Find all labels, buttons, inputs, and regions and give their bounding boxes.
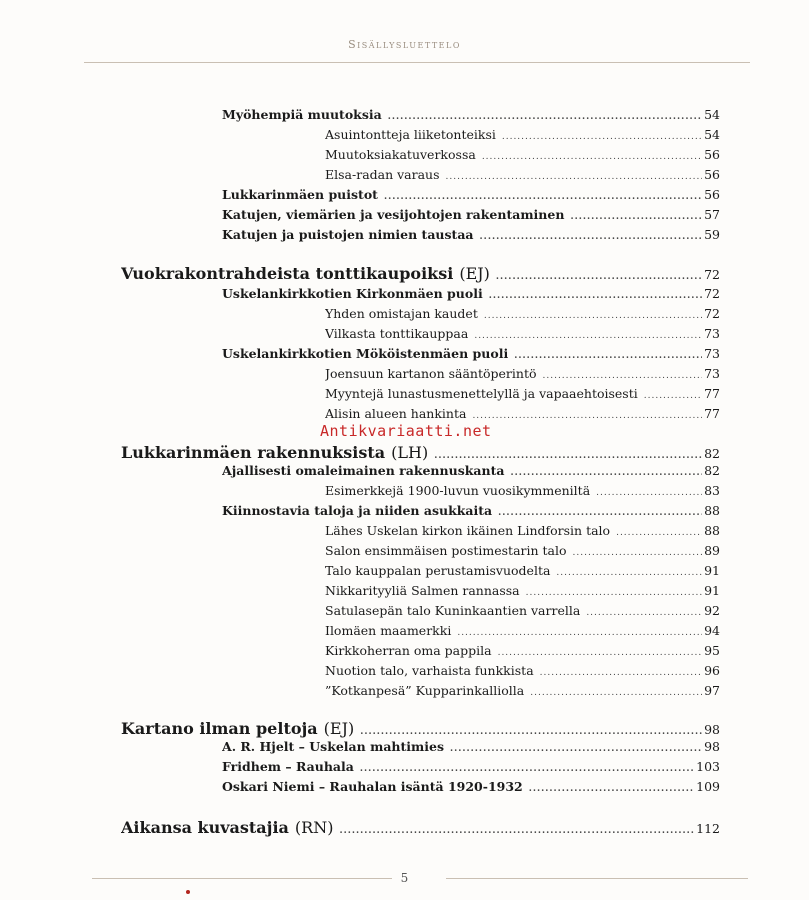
toc-leader-dots	[384, 187, 702, 202]
toc-entry-page: 82	[704, 446, 720, 461]
toc-entry-page: 82	[704, 463, 720, 478]
toc-entry	[222, 759, 720, 774]
toc-entry	[325, 306, 720, 321]
toc-entry	[325, 603, 720, 618]
toc-entry-title: Vuokrakontrahdeista tonttikaupoiksi	[121, 264, 454, 283]
toc-entry	[222, 503, 720, 518]
toc-entry-page: 88	[704, 503, 720, 518]
toc-entry-title: Ilomäen maamerkki	[325, 623, 452, 638]
toc-leader-dots	[573, 543, 703, 558]
toc-leader-dots	[484, 306, 702, 321]
toc-entry-page: 57	[704, 207, 720, 222]
toc-entry-page: 59	[704, 227, 720, 242]
toc-entry-title: Fridhem – Rauhala	[222, 759, 354, 774]
toc-entry	[325, 563, 720, 578]
toc-entry-page: 73	[704, 366, 720, 381]
toc-entry	[325, 683, 720, 698]
toc-entry	[222, 207, 720, 222]
toc-leader-dots	[498, 643, 703, 658]
toc-leader-dots	[526, 583, 702, 598]
toc-entry-title: Lähes Uskelan kirkon ikäinen Lindforsin talo	[325, 523, 611, 538]
toc-entry-page: 73	[704, 346, 720, 361]
toc-leader-dots	[360, 759, 694, 774]
toc-entry	[222, 286, 720, 301]
toc-entry-page: 56	[704, 147, 720, 162]
toc-leader-dots	[489, 286, 702, 301]
toc-leader-dots	[496, 264, 702, 283]
page-number: 5	[400, 871, 409, 885]
toc-entry	[121, 264, 720, 283]
toc-entry	[121, 818, 720, 837]
toc-leader-dots	[596, 483, 702, 498]
toc-entry-page: 72	[704, 306, 720, 321]
toc-leader-dots	[510, 463, 702, 478]
toc-entry-title: A. R. Hjelt – Uskelan mahtimies	[222, 739, 444, 754]
toc-leader-dots	[482, 147, 702, 162]
toc-entry-title: Myöhempiä muutoksia	[222, 107, 382, 122]
toc-leader-dots	[480, 227, 703, 242]
toc-leader-dots	[530, 683, 702, 698]
toc-entry-title: Nuotion talo, varhaista funkkista	[325, 663, 534, 678]
toc-entry-title: Oskari Niemi – Rauhalan isäntä 1920-1932	[222, 779, 523, 794]
toc-entry	[325, 326, 720, 341]
toc-entry-title: Joensuun kartanon sääntöperintö	[325, 366, 537, 381]
toc-entry	[121, 719, 720, 738]
toc-entry-author: (EJ)	[459, 264, 490, 283]
toc-leader-dots	[450, 739, 702, 754]
toc-entry	[325, 663, 720, 678]
toc-entry-title: Lukkarinmäen rakennuksista	[121, 443, 386, 462]
toc-entry	[222, 187, 720, 202]
toc-entry-page: 94	[704, 623, 720, 638]
toc-entry	[325, 643, 720, 658]
toc-entry-title: Ajallisesti omaleimainen rakennuskanta	[222, 463, 505, 478]
toc-entry-page: 83	[704, 483, 720, 498]
toc-leader-dots	[586, 603, 702, 618]
toc-leader-dots	[543, 366, 703, 381]
toc-entry	[325, 147, 720, 162]
toc-entry	[121, 443, 720, 462]
toc-entry-page: 112	[696, 821, 720, 836]
toc-entry	[325, 583, 720, 598]
toc-entry-page: 97	[704, 683, 720, 698]
toc-entry-title: Uskelankirkkotien Mököistenmäen puoli	[222, 346, 509, 361]
toc-entry-title: Muutoksiakatuverkossa	[325, 147, 476, 162]
toc-entry	[325, 523, 720, 538]
toc-entry-page: 109	[696, 779, 720, 794]
toc-entry-title: Katujen ja puistojen nimien taustaa	[222, 227, 474, 242]
watermark-text: Antikvariaatti.net	[320, 422, 492, 440]
toc-leader-dots	[616, 523, 702, 538]
toc-leader-dots	[474, 326, 702, 341]
toc-entry-page: 54	[704, 127, 720, 142]
toc-leader-dots	[556, 563, 702, 578]
toc-entry-page: 72	[704, 267, 720, 282]
toc-leader-dots	[570, 207, 702, 222]
toc-leader-dots	[472, 406, 702, 421]
header-rule	[84, 62, 750, 63]
toc-entry-title: Aikansa kuvastajia	[121, 818, 289, 837]
toc-entry	[222, 739, 720, 754]
toc-entry-page: 98	[704, 739, 720, 754]
toc-entry-title: Alisin alueen hankinta	[325, 406, 467, 421]
toc-leader-dots	[339, 818, 694, 837]
toc-entry-page: 103	[696, 759, 720, 774]
toc-leader-dots	[540, 663, 702, 678]
toc-entry-page: 56	[704, 167, 720, 182]
footer-rule-right	[446, 878, 748, 879]
toc-entry	[325, 366, 720, 381]
toc-entry-title: Kirkkoherran oma pappila	[325, 643, 492, 658]
toc-entry-title: Kiinnostavia taloja ja niiden asukkaita	[222, 503, 493, 518]
toc-entry-page: 91	[704, 583, 720, 598]
toc-entry	[222, 463, 720, 478]
toc-entry-author: (RN)	[294, 818, 334, 837]
toc-entry-title: Myyntejä lunastusmenettelyllä ja vapaaehtoisesti	[325, 386, 638, 401]
toc-leader-dots	[514, 346, 702, 361]
toc-entry-page: 91	[704, 563, 720, 578]
toc-entry	[222, 107, 720, 122]
toc-entry-page: 54	[704, 107, 720, 122]
toc-entry-title: Elsa-radan varaus	[325, 167, 440, 182]
toc-entry-title: Yhden omistajan kaudet	[325, 306, 478, 321]
toc-entry-title: Uskelankirkkotien Kirkonmäen puoli	[222, 286, 483, 301]
page-header-title: Sisällysluettelo	[348, 38, 461, 51]
toc-leader-dots	[457, 623, 702, 638]
toc-entry-author: (EJ)	[323, 719, 355, 738]
toc-entry-title: Kartano ilman peltoja	[121, 719, 318, 738]
toc-entry-page: 72	[704, 286, 720, 301]
toc-entry	[222, 227, 720, 242]
toc-entry-page: 56	[704, 187, 720, 202]
toc-entry-title: Talo kauppalan perustamisvuodelta	[325, 563, 551, 578]
toc-entry-title: Katujen, viemärien ja vesijohtojen rakentaminen	[222, 207, 565, 222]
toc-entry-page: 88	[704, 523, 720, 538]
red-dot-mark	[186, 890, 190, 894]
toc-entry-title: Esimerkkejä 1900-luvun vuosikymmeniltä	[325, 483, 591, 498]
toc-entry-title: Salon ensimmäisen postimestarin talo	[325, 543, 567, 558]
toc-entry	[325, 483, 720, 498]
toc-leader-dots	[644, 386, 702, 401]
toc-leader-dots	[434, 443, 702, 462]
toc-entry-title: Satulasepän talo Kuninkaantien varrella	[325, 603, 581, 618]
toc-entry	[325, 543, 720, 558]
toc-entry-author: (LH)	[391, 443, 429, 462]
toc-entry	[325, 127, 720, 142]
toc-leader-dots	[502, 127, 702, 142]
toc-leader-dots	[388, 107, 702, 122]
toc-entry-title: Vilkasta tonttikauppaa	[325, 326, 469, 341]
toc-entry-page: 92	[704, 603, 720, 618]
toc-leader-dots	[360, 719, 702, 738]
toc-entry-page: 98	[704, 722, 720, 737]
toc-entry-page: 73	[704, 326, 720, 341]
toc-entry-title: Asuintontteja liiketonteiksi	[325, 127, 496, 142]
toc-leader-dots	[498, 503, 702, 518]
toc-entry-page: 77	[704, 406, 720, 421]
toc-entry	[325, 386, 720, 401]
toc-entry-page: 96	[704, 663, 720, 678]
toc-leader-dots	[446, 167, 703, 182]
toc-entry-page: 77	[704, 386, 720, 401]
toc-entry	[325, 406, 720, 421]
toc-entry	[222, 779, 720, 794]
toc-entry-title: Lukkarinmäen puistot	[222, 187, 378, 202]
toc-entry	[325, 623, 720, 638]
toc-entry	[325, 167, 720, 182]
toc-leader-dots	[529, 779, 694, 794]
toc-entry-title: Nikkarityyliä Salmen rannassa	[325, 583, 520, 598]
toc-entry-title: ”Kotkanpesä” Kupparinkalliolla	[325, 683, 525, 698]
toc-entry	[222, 346, 720, 361]
toc-entry-page: 89	[704, 543, 720, 558]
toc-entry-page: 95	[704, 643, 720, 658]
